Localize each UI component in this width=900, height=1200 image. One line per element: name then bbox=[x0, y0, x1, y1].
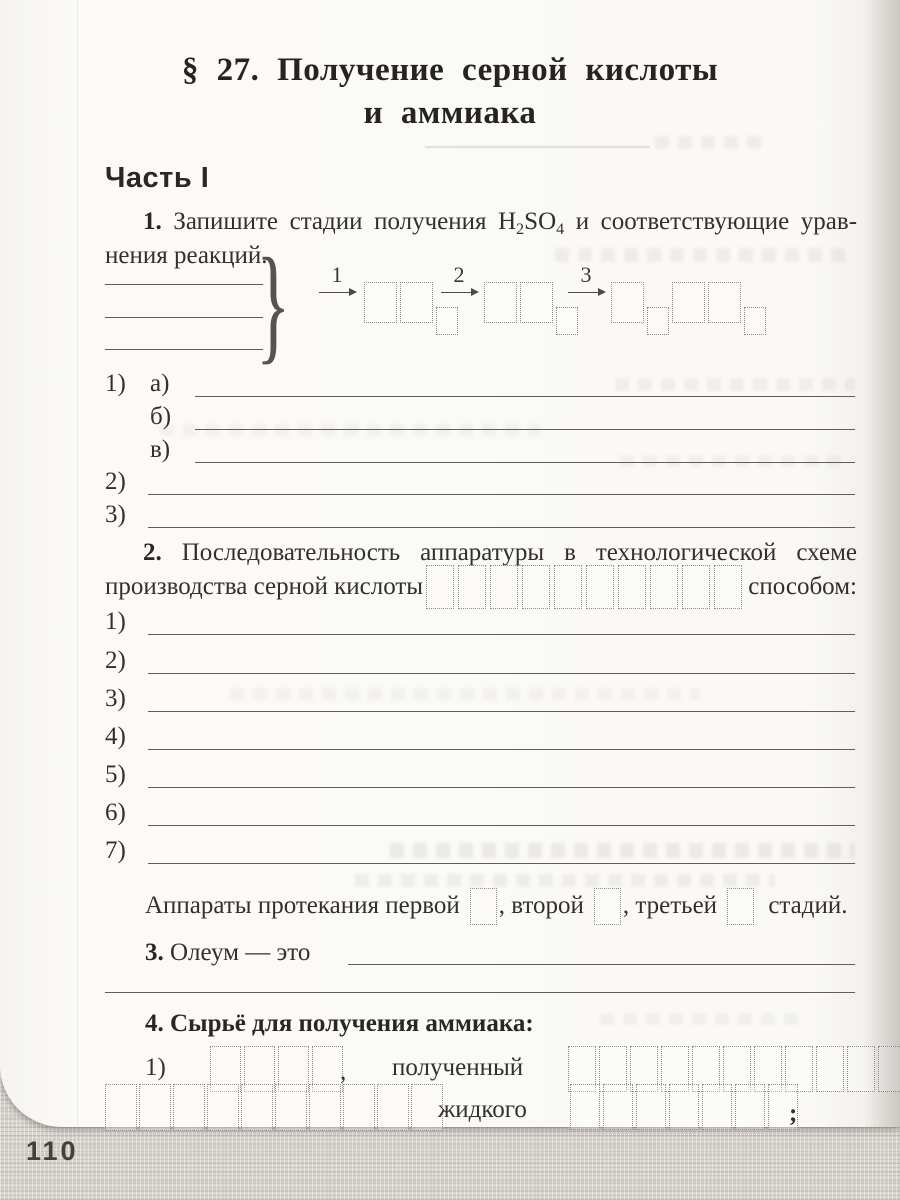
letter-box bbox=[207, 1084, 239, 1131]
letter-box bbox=[343, 1084, 375, 1131]
letter-box bbox=[570, 1084, 600, 1130]
answer-label-2: 2) bbox=[105, 468, 126, 495]
formula-letter-box bbox=[744, 307, 766, 335]
task4-heading-text: Сырьё для получения аммиака: bbox=[163, 1010, 534, 1037]
blank-line bbox=[105, 284, 263, 285]
letter-box bbox=[603, 1084, 633, 1130]
page-edge-shadow bbox=[864, 0, 900, 1127]
letter-box bbox=[139, 1084, 171, 1131]
answer-label-b: б) bbox=[150, 403, 172, 430]
letter-box bbox=[554, 565, 582, 609]
answer-line bbox=[195, 429, 855, 430]
letter-box bbox=[309, 1084, 341, 1131]
task3-prompt: Олеум — это bbox=[163, 939, 311, 966]
bleed-through-artifact bbox=[620, 455, 850, 467]
formula-letter-box bbox=[647, 307, 669, 335]
letter-box bbox=[727, 888, 754, 925]
formula-letter-box bbox=[520, 282, 553, 323]
task3-text bbox=[145, 938, 310, 968]
letter-box bbox=[470, 888, 497, 925]
letter-box bbox=[522, 565, 550, 609]
letter-box bbox=[377, 1084, 409, 1131]
letter-box bbox=[714, 565, 742, 609]
task2-line-label-4: 4) bbox=[105, 723, 126, 750]
stage1-arrow bbox=[319, 264, 355, 293]
apparatus-text-4: стадий. bbox=[762, 892, 848, 919]
letter-box bbox=[650, 565, 678, 609]
task4-word4-boxes bbox=[570, 1084, 801, 1130]
task2-line2-pre: производства серной кислоты bbox=[105, 573, 424, 600]
answer-line bbox=[195, 396, 855, 397]
letter-box bbox=[173, 1084, 205, 1131]
task2-line-label-2: 2) bbox=[105, 647, 126, 674]
curly-brace: } bbox=[256, 232, 291, 376]
apparatus-row bbox=[145, 886, 857, 926]
task4-word-liquid: жидкого bbox=[438, 1096, 527, 1123]
task1-intro-pre: Запишите стадии получения bbox=[173, 208, 487, 235]
bleed-through-artifact bbox=[615, 378, 855, 391]
answer-line bbox=[148, 749, 855, 750]
letter-box bbox=[275, 1084, 307, 1131]
task4-word-received: полученный bbox=[392, 1054, 524, 1081]
answer-line bbox=[195, 462, 855, 463]
letter-box bbox=[682, 565, 710, 609]
letter-box bbox=[490, 565, 518, 609]
stage3-label: 3 bbox=[580, 262, 592, 287]
letter-box bbox=[669, 1084, 699, 1130]
answer-line bbox=[148, 711, 855, 712]
task2-line-label-1: 1) bbox=[105, 608, 126, 635]
bleed-through-artifact bbox=[230, 688, 700, 700]
bleed-through-artifact bbox=[655, 136, 770, 149]
answer-line bbox=[148, 634, 855, 635]
letter-box bbox=[702, 1084, 732, 1130]
bleed-through-artifact bbox=[600, 1013, 800, 1025]
task4-heading bbox=[145, 1010, 534, 1038]
bleed-through-artifact bbox=[390, 843, 855, 858]
task2-line-label-5: 5) bbox=[105, 761, 126, 788]
letter-box bbox=[241, 1084, 273, 1131]
letter-box bbox=[586, 565, 614, 609]
answer-label-v: в) bbox=[150, 436, 171, 463]
formula-letter-box bbox=[556, 307, 578, 335]
stage2-formula-boxes bbox=[484, 282, 581, 335]
stage2-arrow bbox=[441, 264, 477, 293]
task4-word3-boxes bbox=[105, 1084, 445, 1131]
answer-label-1: 1) bbox=[105, 370, 126, 397]
arrow-shaft bbox=[441, 292, 477, 293]
apparatus-box-3 bbox=[725, 888, 756, 925]
answer-line bbox=[148, 787, 855, 788]
answer-line bbox=[148, 825, 855, 826]
apparatus-box-2 bbox=[592, 888, 623, 925]
task1-intro-line1 bbox=[105, 207, 857, 239]
task2-word-row bbox=[105, 563, 857, 611]
formula-letter-box bbox=[672, 282, 705, 323]
answer-line bbox=[105, 992, 855, 993]
page-number: 110 bbox=[26, 1136, 79, 1166]
letter-box bbox=[458, 565, 486, 609]
task2-word-boxes bbox=[426, 565, 746, 609]
section-title-line1: § 27. Получение серной кислоты bbox=[181, 52, 719, 88]
answer-line bbox=[148, 673, 855, 674]
task4-semicolon: ; bbox=[789, 1100, 798, 1127]
chemical-formula-h2so4: $H_2SO_4$ bbox=[498, 208, 565, 238]
bleed-through-artifact bbox=[425, 146, 650, 148]
answer-line bbox=[148, 527, 855, 528]
formula-letter-box bbox=[708, 282, 741, 323]
stage3-formula-boxes bbox=[611, 282, 769, 335]
blank-line bbox=[105, 317, 263, 318]
arrow-shaft bbox=[568, 292, 604, 293]
apparatus-text-3: , третьей bbox=[622, 892, 718, 919]
apparatus-text-1: Аппараты протекания первой bbox=[145, 892, 460, 919]
letter-box bbox=[105, 1084, 137, 1131]
task1-intro-line2: нения реакций. bbox=[105, 242, 268, 269]
stage2-label: 2 bbox=[453, 262, 465, 287]
stage3-arrow bbox=[568, 264, 604, 293]
blank-line bbox=[105, 349, 263, 350]
letter-box bbox=[816, 1046, 844, 1092]
task4-item-label: 1) bbox=[145, 1054, 166, 1081]
part-heading: Часть I bbox=[105, 162, 210, 194]
answer-line bbox=[148, 494, 855, 495]
letter-box bbox=[735, 1084, 765, 1130]
arrow-shaft bbox=[319, 292, 355, 293]
letter-box bbox=[618, 565, 646, 609]
answer-label-3: 3) bbox=[105, 501, 126, 528]
stage1-label: 1 bbox=[331, 262, 343, 287]
page-crease bbox=[77, 0, 78, 1127]
letter-box bbox=[636, 1084, 666, 1130]
task2-line2-suffix: способом: bbox=[748, 573, 857, 600]
answer-label-a: а) bbox=[150, 370, 170, 397]
formula-letter-box bbox=[364, 282, 397, 323]
task2-line-label-3: 3) bbox=[105, 685, 126, 712]
apparatus-text-2: , второй bbox=[498, 892, 584, 919]
letter-box bbox=[594, 888, 621, 925]
section-title-line2: и аммиака bbox=[363, 95, 537, 131]
formula-letter-box bbox=[484, 282, 517, 323]
task4-comma: , bbox=[340, 1058, 347, 1085]
answer-line bbox=[348, 964, 855, 965]
formula-letter-box bbox=[611, 282, 644, 323]
formula-letter-box bbox=[400, 282, 433, 323]
task2-intro-text: Последовательность аппаратуры в технологической схеме bbox=[181, 539, 857, 566]
formula-letter-box bbox=[436, 307, 458, 335]
answer-line bbox=[148, 863, 855, 864]
task1-number: 1. bbox=[143, 208, 162, 235]
task2-line-label-6: 6) bbox=[105, 799, 126, 826]
task3-number: 3. bbox=[145, 939, 164, 966]
task2-number: 2. bbox=[143, 539, 162, 566]
task1-intro-post: и соответствующие урав- bbox=[575, 208, 858, 235]
bleed-through-artifact bbox=[160, 424, 540, 436]
task2-line-label-7: 7) bbox=[105, 837, 126, 864]
letter-box bbox=[426, 565, 454, 609]
apparatus-box-1 bbox=[468, 888, 499, 925]
task4-number: 4. bbox=[145, 1010, 164, 1037]
